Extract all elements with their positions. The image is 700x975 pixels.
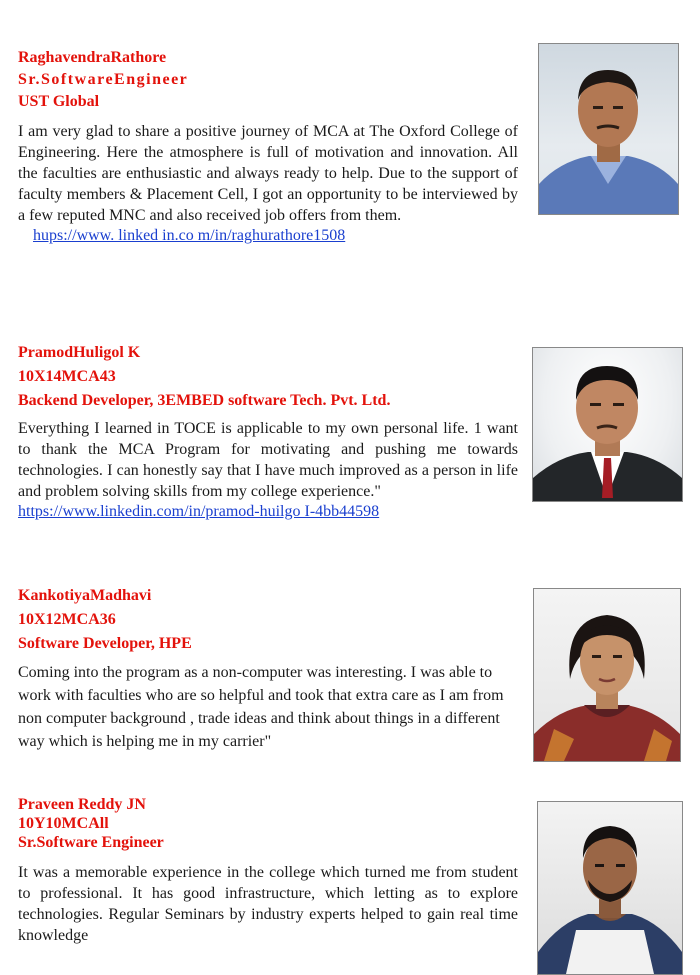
testimonial-raghavendra [18,47,518,246]
alumni-photo-praveen [537,801,683,975]
testimonial-praveen [18,795,518,946]
alumni-usn: 10X12MCA36 [18,611,116,628]
portrait-icon [538,802,682,974]
alumni-designation: Sr.Software Engineer [18,834,164,851]
alumni-usn: 10Y10MCAll [18,815,109,832]
alumni-photo-pramod [532,347,683,502]
linkedin-link[interactable]: hups://www. linked in.co m/in/raghurathore1508 [33,227,346,244]
portrait-icon [539,44,678,214]
portrait-icon [534,589,680,761]
linkedin-link[interactable]: https://www.linkedin.com/in/pramod-huilgo I-4bb44598 [18,503,380,520]
alumni-designation: Sr.SoftwareEngineer [18,71,189,88]
testimonial-madhavi [18,585,518,753]
testimonial-text: I am very glad to share a positive journey of MCA at The Oxford College of Engineering. Here the atmosphere is full of motivation and innovation. All the faculties are enthusiastic and always ready to help. Due to the support of faculty members & Placement Cell, I got an opportunity to be interviewed by a few reputed MNC and also received job offers from them. [18,123,518,224]
alumni-name: RaghavendraRathore [18,49,167,66]
testimonial-text: Everything I learned in TOCE is applicable to my own personal life. 1 want to thank the MCA Program for motivating and pushing me towards technologies. I can honestly say that I have much improved as a person in life and problem solving skills from my college experience." [18,420,518,500]
testimonial-text: It was a memorable experience in the college which turned me from student to professional. It has good infrastructure, which letting as to explore technologies. Regular Seminars by industry experts helped to gain real time knowledge [18,864,518,944]
alumni-usn: 10X14MCA43 [18,368,116,385]
alumni-designation: Backend Developer, 3EMBED software Tech. Pvt. Ltd. [18,392,391,409]
alumni-name: KankotiyaMadhavi [18,587,152,604]
alumni-photo-madhavi [533,588,681,762]
testimonial-pramod [18,342,518,522]
alumni-name: PramodHuligol K [18,344,141,361]
alumni-name: Praveen Reddy JN [18,796,146,813]
alumni-designation: Software Developer, HPE [18,635,192,652]
alumni-company: UST Global [18,93,100,110]
testimonial-text: Coming into the program as a non-computer was interesting. I was able to work with faculties who are so helpful and took that extra care as I am from non computer background , trade ideas and think about things in a different way which is helping me in my carrier" [18,664,504,750]
portrait-icon [533,348,682,501]
alumni-photo-raghavendra [538,43,679,215]
